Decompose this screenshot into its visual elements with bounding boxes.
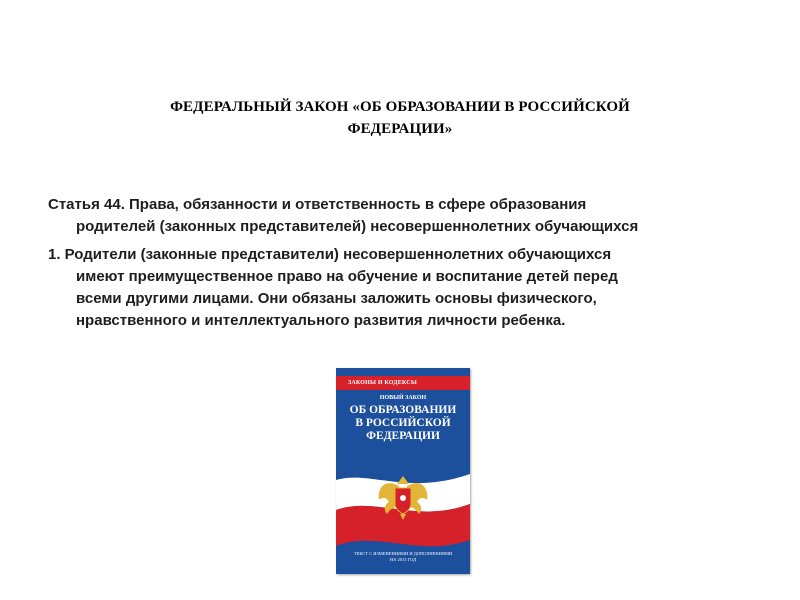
slide-title (60, 96, 740, 140)
book-title (336, 404, 470, 443)
article-heading-line: Статья 44. Права, обязанности и ответственность в сфере образования (48, 196, 587, 213)
article-heading (48, 194, 768, 238)
article-heading-line: родителей (законных представителей) несовершеннолетних обучающихся (76, 218, 639, 235)
article-item-line: имеют преимущественное право на обучение и воспитание детей перед (76, 268, 618, 285)
article-item-1 (48, 244, 768, 332)
book-kicker: НОВЫЙ ЗАКОН (379, 395, 427, 401)
book-title-line: ФЕДЕРАЦИИ (366, 430, 440, 442)
book-footer-line: НА 2015 ГОД (389, 557, 417, 562)
article-item-line: 1. Родители (законные представители) несовершеннолетних обучающихся (48, 246, 612, 263)
book-title-line: ОБ ОБРАЗОВАНИИ (349, 404, 457, 416)
slide-title-line: ФЕДЕРАЦИИ» (347, 121, 453, 137)
book-footer-line: ТЕКСТ С ИЗМЕНЕНИЯМИ И ДОПОЛНЕНИЯМИ (353, 551, 453, 556)
book-series-label: ЗАКОНЫ И КОДЕКСЫ (336, 376, 470, 390)
slide-title-line: ФЕДЕРАЛЬНЫЙ ЗАКОН «ОБ ОБРАЗОВАНИИ В РОССИЙСКОЙ (170, 99, 630, 115)
article-item-line: всеми другими лицами. Они обязаны заложить основы физического, (76, 290, 597, 307)
article-item-line: нравственного и интеллектуального развития личности ребенка. (76, 312, 566, 329)
book-footer (336, 551, 470, 563)
book-cover-image (336, 368, 470, 574)
book-title-line: В РОССИЙСКОЙ (355, 417, 451, 429)
